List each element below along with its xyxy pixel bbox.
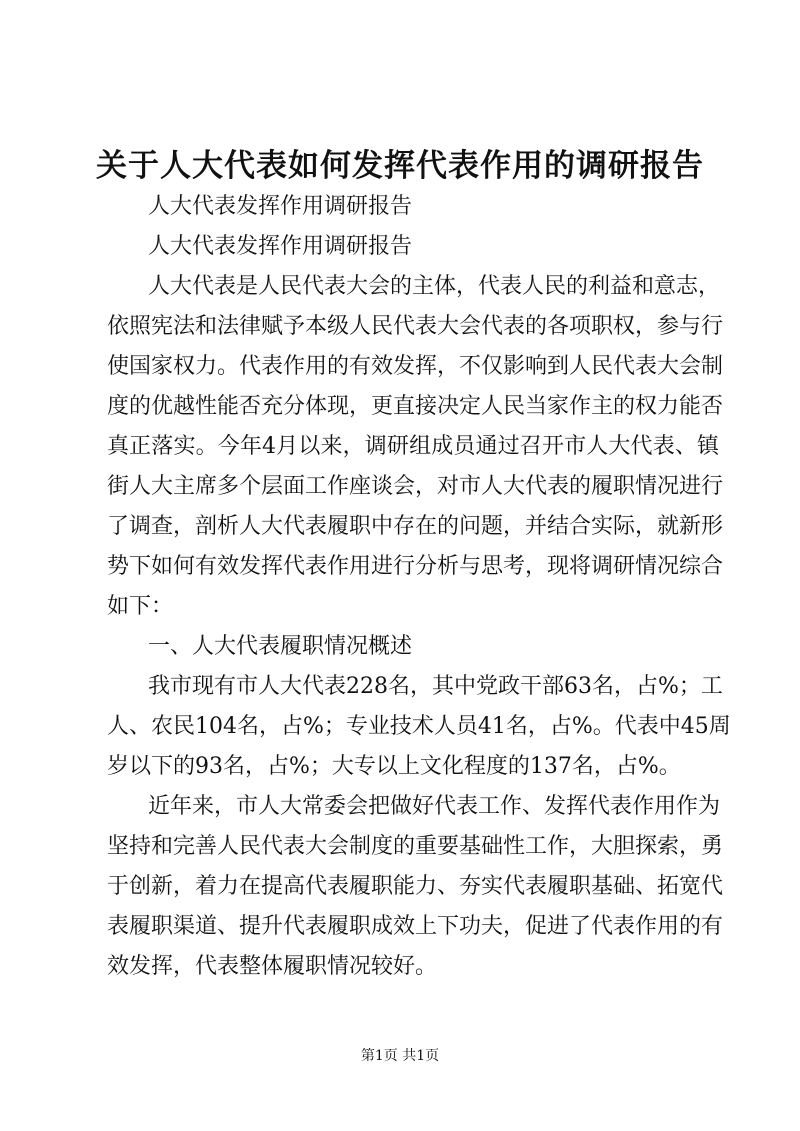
subtitle-line: 人大代表发挥作用调研报告 xyxy=(148,194,413,219)
text-line: 度的优越性能否充分体现，更直接决定人民当家作主的权力能否 xyxy=(107,394,724,419)
text-line: 我市现有市人大代表228名，其中党政干部63名，占%；工 xyxy=(148,674,723,699)
text-line: 于创新，着力在提高代表履职能力、夯实代表履职基础、拓宽代 xyxy=(107,874,724,899)
text-line: 势下如何有效发挥代表作用进行分析与思考，现将调研情况综合 xyxy=(107,554,724,579)
document-body xyxy=(107,187,731,987)
text-line: 依照宪法和法律赋予本级人民代表大会代表的各项职权，参与行 xyxy=(107,314,724,339)
text-line: 使国家权力。代表作用的有效发挥，不仅影响到人民代表大会制 xyxy=(107,354,724,379)
text-line: 人、农民104名，占%；专业技术人员41名，占%。代表中45周 xyxy=(107,714,731,739)
text-line: 近年来，市人大常委会把做好代表工作、发挥代表作用作为 xyxy=(148,794,721,819)
text-line: 效发挥，代表整体履职情况较好。 xyxy=(107,954,438,979)
text-line: 岁以下的93名，占%；大专以上文化程度的137名，占%。 xyxy=(107,754,681,779)
text-line: 真正落实。今年4月以来，调研组成员通过召开市人大代表、镇 xyxy=(107,434,719,459)
text-line: 街人大主席多个层面工作座谈会，对市人大代表的履职情况进行 xyxy=(107,474,724,499)
page-footer: 第1页 共1页 xyxy=(360,1048,440,1064)
document-title: 关于人大代表如何发挥代表作用的调研报告 xyxy=(96,148,704,184)
subtitle-line: 人大代表发挥作用调研报告 xyxy=(148,234,413,259)
text-line: 了调查，剖析人大代表履职中存在的问题，并结合实际，就新形 xyxy=(107,514,724,539)
text-line: 坚持和完善人民代表大会制度的重要基础性工作，大胆探索，勇 xyxy=(107,834,724,859)
text-line: 表履职渠道、提升代表履职成效上下功夫，促进了代表作用的有 xyxy=(107,914,724,939)
text-line: 如下： xyxy=(107,594,174,619)
section-heading: 一、人大代表履职情况概述 xyxy=(148,634,413,659)
text-line: 人大代表是人民代表大会的主体，代表人民的利益和意志， xyxy=(148,274,721,299)
